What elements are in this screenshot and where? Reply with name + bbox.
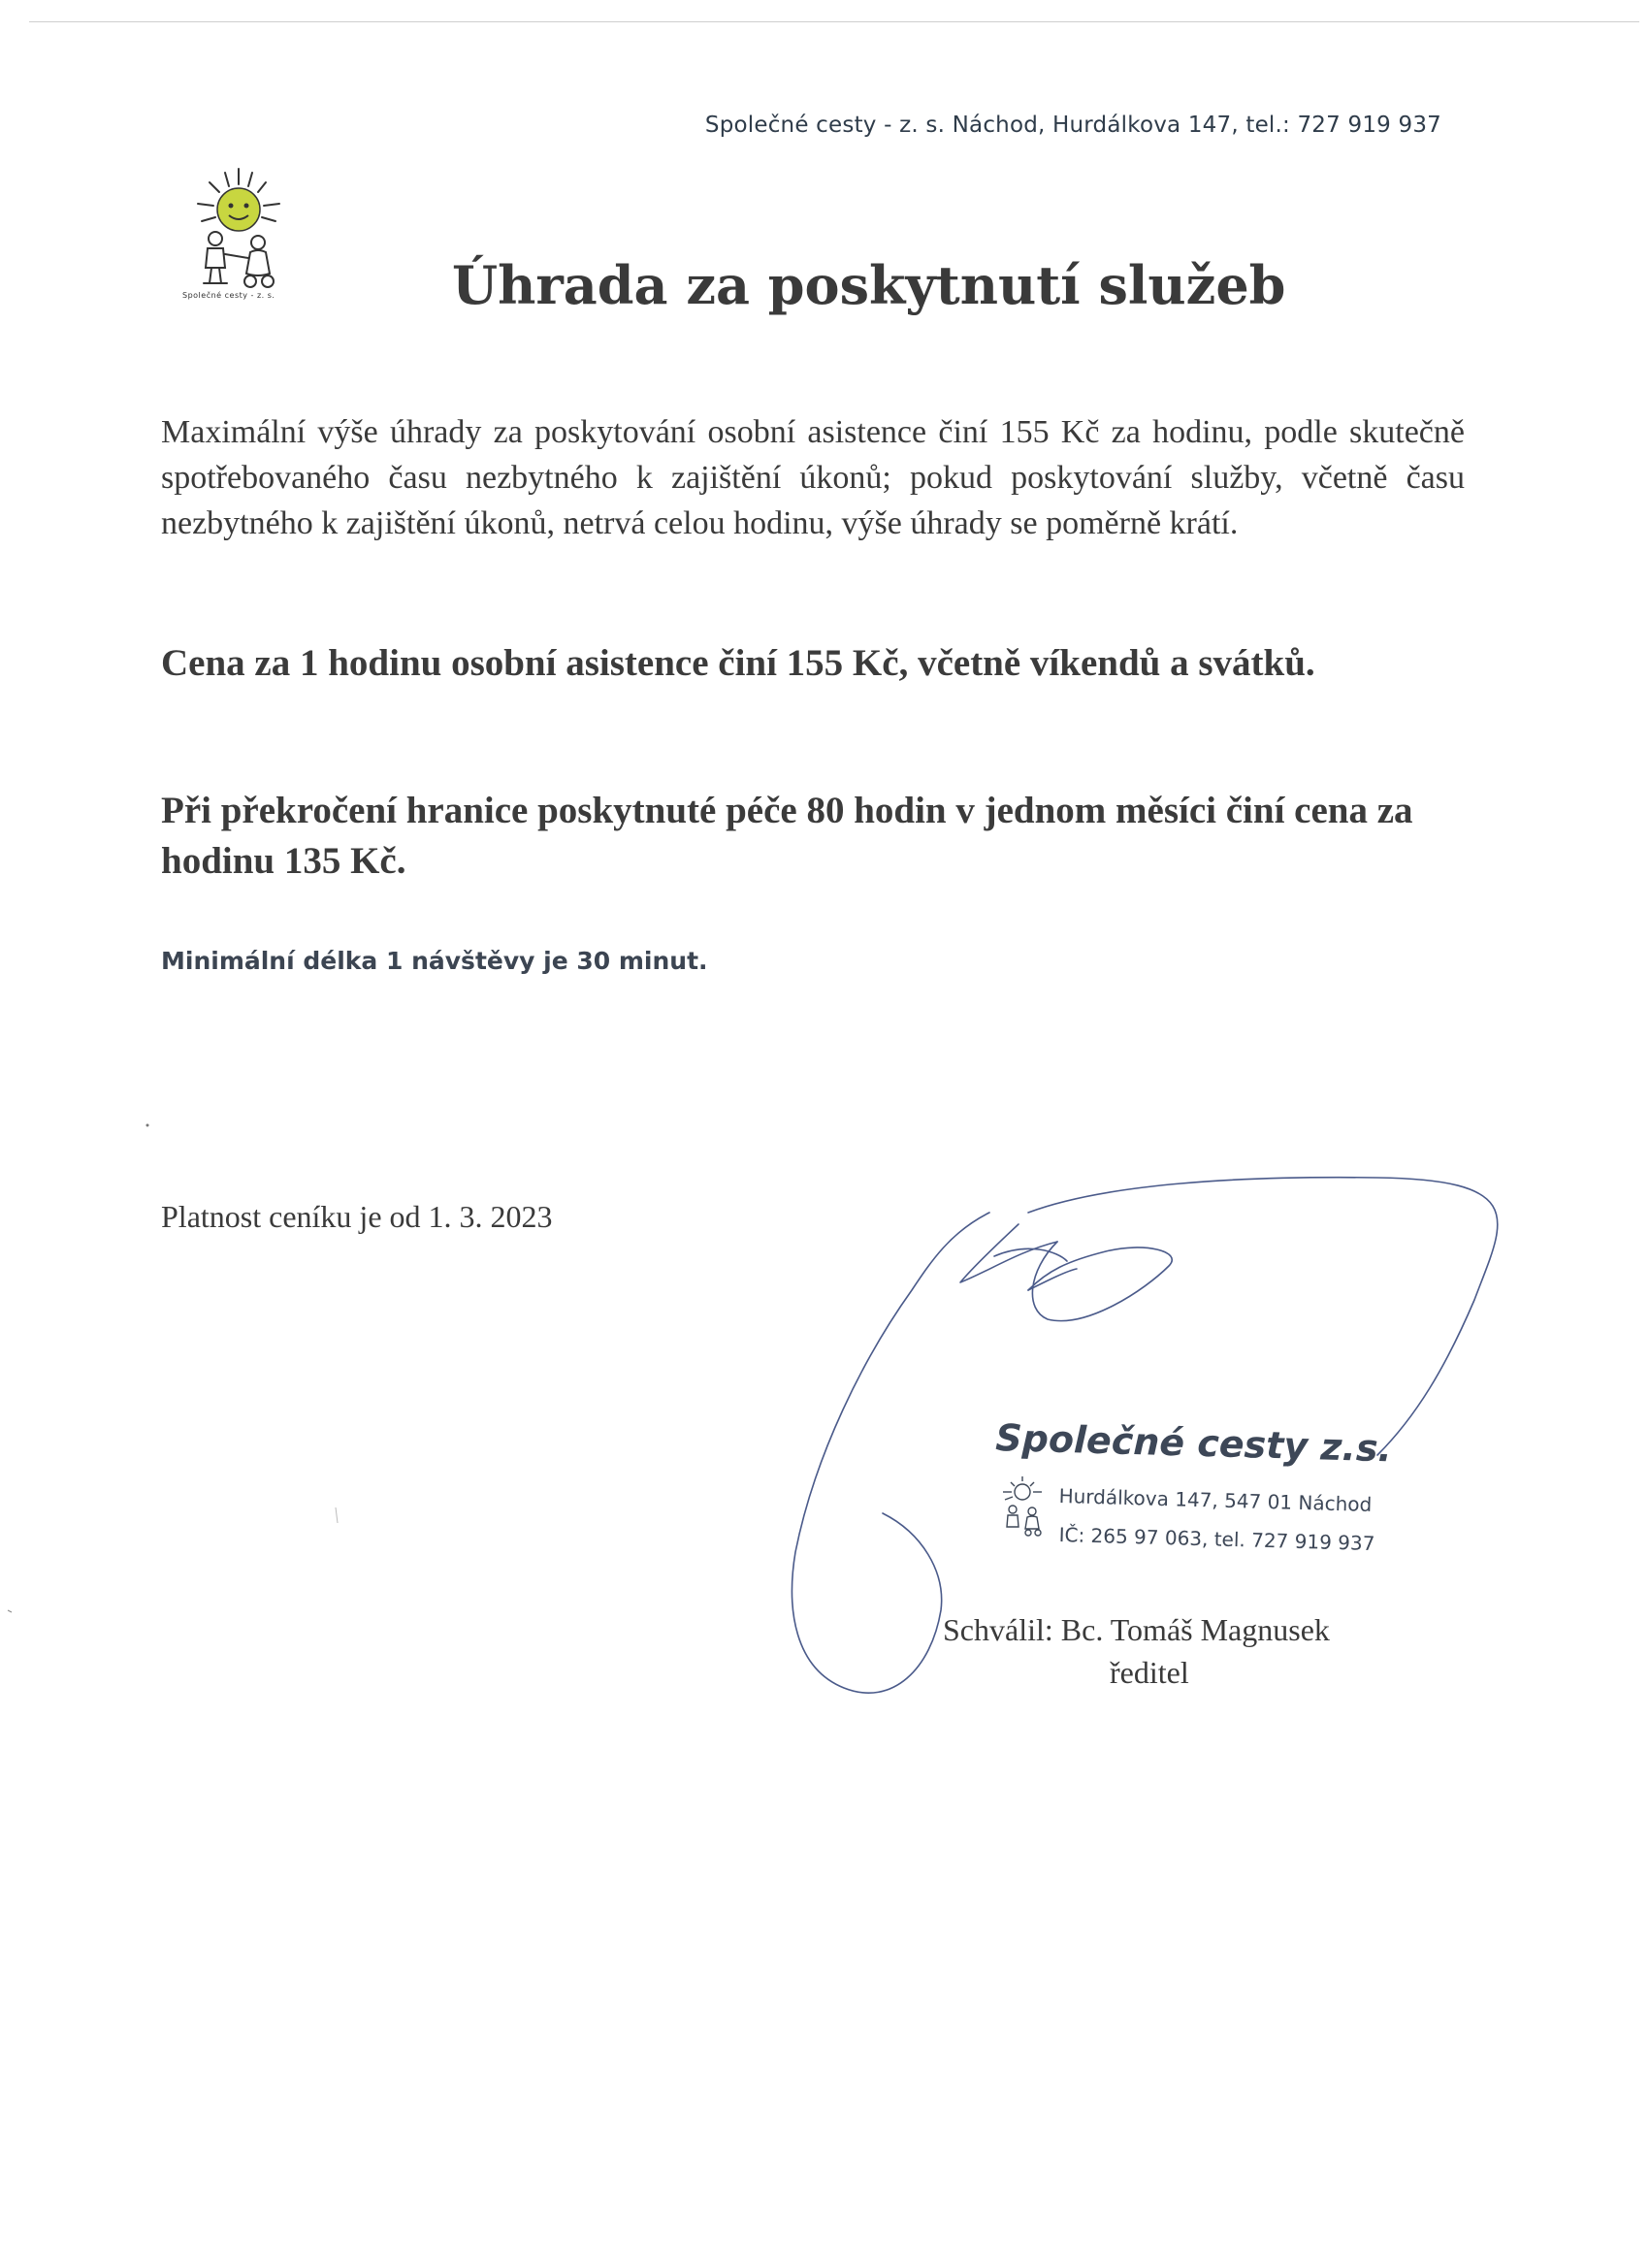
stamp-address: Hurdálkova 147, 547 01 Náchod [1058, 1484, 1373, 1517]
approved-by: Schválil: Bc. Tomáš Magnusek [943, 1612, 1330, 1647]
top-scan-edge-line [29, 21, 1639, 22]
sun-face [217, 188, 260, 231]
organization-logo [175, 167, 301, 312]
price-statement: Cena za 1 hodinu osobní asistence činí 155 Kč, včetně víkendů a svátků. [161, 642, 1315, 684]
stamp-logo-icon [991, 1474, 1051, 1544]
logo-caption: Společné cesty - z. s. [182, 291, 275, 300]
approval-block [943, 1608, 1350, 1694]
stamp-organization-name: Společné cesty z.s. [994, 1416, 1393, 1471]
organization-stamp [991, 1416, 1399, 1581]
stamp-ids: IČ: 265 97 063, tel. 727 919 937 [1058, 1523, 1375, 1556]
threshold-statement: Při překročení hranice poskytnuté péče 80 hodin v jednom měsíci činí cena za hodinu 135 Kč. [161, 790, 1413, 882]
sun-children-icon [175, 167, 301, 293]
fee-paragraph: Maximální výše úhrady za poskytování osobní asistence činí 155 Kč za hodinu, podle skutečně spotřebovaného času nezbytného k zajištění úkonů; pokud poskytování služby, včetně času nezbytného k zajištění úkonů, netrvá celou hodinu, výše úhrady se poměrně krátí. [161, 414, 1465, 541]
validity-date: Platnost ceníku je od 1. 3. 2023 [161, 1199, 553, 1234]
approver-title: ředitel [1110, 1655, 1189, 1690]
minimum-visit-note: Minimální délka 1 návštěvy je 30 minut. [161, 947, 708, 975]
document-title: Úhrada za poskytnutí služeb [452, 254, 1286, 316]
organization-header: Společné cesty - z. s. Náchod, Hurdálkova 147, tel.: 727 919 937 [704, 113, 1441, 138]
